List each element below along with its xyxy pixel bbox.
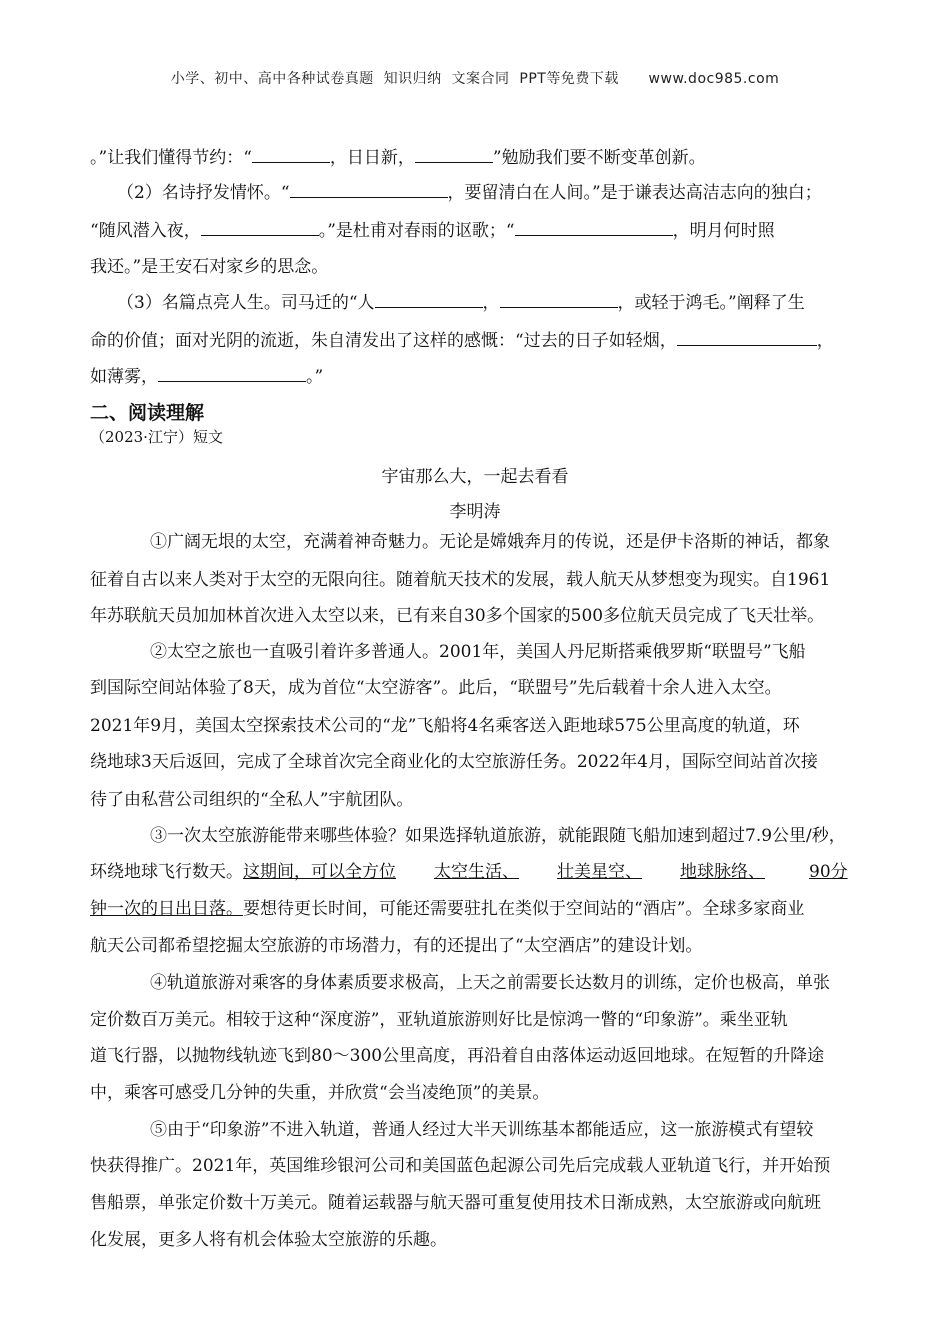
paragraph-line: 2021年9月，美国太空探索技术公司的“龙”飞船将4名乘客送入距地球575公里高度的轨道，环 xyxy=(90,716,800,736)
article-title: 宇宙那么大，一起去看看 xyxy=(381,467,569,487)
text: 。”是杜甫对春雨的讴歌；“ xyxy=(318,221,515,241)
text: ，或轻于鸿毛。”阐释了生 xyxy=(617,293,805,313)
text: 环绕地球飞行数天。 xyxy=(90,862,243,882)
paragraph-line: ⑤由于“印象游”不进入轨道，普通人经过大半天训练基本都能适应，这一旅游模式有望较 xyxy=(150,1120,814,1140)
text: 地球脉络、 xyxy=(680,862,765,882)
paragraph-line: 航天公司都希望挖掘太空旅游的市场潜力，有的还提出了“太空酒店”的建设计划。 xyxy=(90,936,703,956)
paragraph-line: ③一次太空旅游能带来哪些体验？如果选择轨道旅游，就能跟随飞船加速到超过7.9公里/秒， xyxy=(150,826,846,846)
fill-line-3 xyxy=(90,220,860,241)
text: ”勉励我们要不断变革创新。 xyxy=(492,148,706,168)
paragraph-line: 待了由私营公司组织的“全私人”宇航团队。 xyxy=(90,790,414,810)
text: 90分 xyxy=(809,862,848,882)
paragraph-line: 道飞行器，以抛物线轨迹飞到80～300公里高度，再沿着自由落体运动返回地球。在短暂的升降途 xyxy=(90,1046,825,1066)
answer-blank[interactable] xyxy=(201,220,319,236)
answer-blank[interactable] xyxy=(375,292,483,308)
source-label: （2023·江宁）短文 xyxy=(90,428,223,446)
paragraph-line: 售船票，单张定价数十万美元。随着运载器与航天器可重复使用技术日渐成熟，太空旅游或向航班 xyxy=(90,1193,821,1213)
paragraph-line: 快获得推广。2021年，英国维珍银河公司和美国蓝色起源公司先后完成载人亚轨道飞行，并开始预 xyxy=(90,1156,831,1176)
text: ，明月何时照 xyxy=(672,221,775,241)
answer-blank[interactable] xyxy=(290,182,448,198)
paragraph-line: 绕地球3天后返回，完成了全球首次完全商业化的太空旅游任务。2022年4月，国际空间站首次接 xyxy=(90,752,818,772)
fill-line-7 xyxy=(90,366,860,387)
text: 命的价值；面对光阴的流逝，朱自清发出了这样的感慨：“过去的日子如轻烟， xyxy=(90,331,677,351)
paragraph-line: ①广阔无垠的太空，充满着神奇魅力。无论是嫦娥奔月的传说，还是伊卡洛斯的神话，都象 xyxy=(150,532,830,552)
fill-line-4: 我还。”是王安石对家乡的思念。 xyxy=(90,257,329,277)
fill-line-1 xyxy=(90,147,860,168)
answer-blank[interactable] xyxy=(252,147,330,163)
text: 太空生活、 xyxy=(434,862,519,882)
answer-blank[interactable] xyxy=(415,147,493,163)
text: 。”让我们懂得节约：“ xyxy=(90,148,252,168)
paragraph-line xyxy=(90,862,860,882)
text: 这期间，可以全方位 xyxy=(243,862,396,882)
article-author: 李明涛 xyxy=(449,502,501,522)
paragraph-line: ②太空之旅也一直吸引着许多普通人。2001年，美国人丹尼斯搭乘俄罗斯“联盟号”飞船 xyxy=(150,642,806,662)
section-heading: 二、阅读理解 xyxy=(90,402,205,424)
text: 壮美星空、 xyxy=(557,862,642,882)
paragraph-line: 到国际空间站体验了8天，成为首位“太空游客”。此后，“联盟号”先后载着十余人进入太空。 xyxy=(90,678,782,698)
fill-line-6 xyxy=(90,330,860,351)
fill-line-2 xyxy=(117,182,860,203)
text: “随风潜入夜， xyxy=(90,221,201,241)
paragraph-line: 征着自古以来人类对于太空的无限向往。随着航天技术的发展，载人航天从梦想变为现实。自1961 xyxy=(90,570,831,590)
text: 如薄雾， xyxy=(90,367,158,387)
text: ，要留清白在人间。”是于谦表达高洁志向的独白； xyxy=(447,183,822,203)
text: 。” xyxy=(306,367,324,387)
text: ，日日新， xyxy=(329,148,415,168)
underlined-text xyxy=(243,862,848,882)
paragraph-line: 定价数百万美元。相较于这种“深度游”，亚轨道旅游则好比是惊鸿一瞥的“印象游”。乘坐亚轨 xyxy=(90,1010,788,1030)
text: 要想待更长时间，可能还需要驻扎在类似于空间站的“酒店”。全球多家商业 xyxy=(243,899,805,919)
text: ， xyxy=(482,293,500,313)
paragraph-line: 中，乘客可感受几分钟的失重，并欣赏“会当凌绝顶”的美景。 xyxy=(90,1083,550,1103)
paragraph-line: ④轨道旅游对乘客的身体素质要求极高，上天之前需要长达数月的训练，定价也极高，单张 xyxy=(150,973,830,993)
paragraph-line xyxy=(90,899,860,919)
underlined-text: 钟一次的日出日落。 xyxy=(90,899,243,919)
fill-line-5 xyxy=(117,292,860,313)
text: ， xyxy=(816,331,834,351)
answer-blank[interactable] xyxy=(158,366,306,382)
page-header: 小学、初中、高中各种试卷真题 知识归纳 文案合同 PPT等免费下载 www.doc985.com xyxy=(170,71,780,87)
paragraph-line: 化发展，更多人将有机会体验太空旅游的乐趣。 xyxy=(90,1230,447,1250)
answer-blank[interactable] xyxy=(677,330,817,346)
text: （2）名诗抒发情怀。“ xyxy=(117,183,290,203)
paragraph-line: 年苏联航天员加加林首次进入太空以来，已有来自30多个国家的500多位航天员完成了飞天壮举。 xyxy=(90,606,825,626)
text: （3）名篇点亮人生。司马迁的“人 xyxy=(117,293,375,313)
answer-blank[interactable] xyxy=(515,220,673,236)
answer-blank[interactable] xyxy=(500,292,618,308)
